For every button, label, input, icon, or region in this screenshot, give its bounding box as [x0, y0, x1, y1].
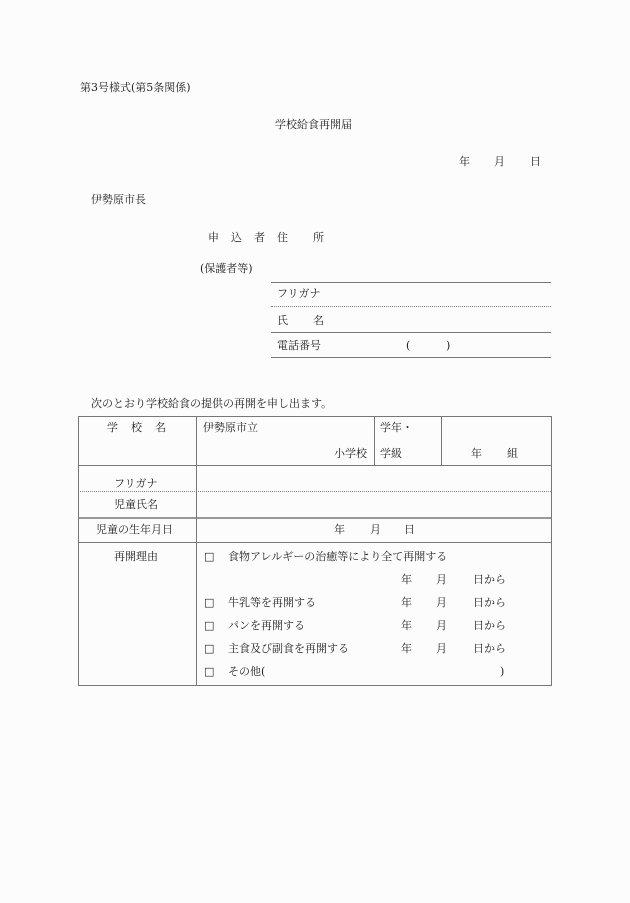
- row-divider: [78, 542, 551, 543]
- reason-month-field[interactable]: 月: [436, 642, 447, 655]
- dob-year-field[interactable]: 年: [334, 523, 345, 536]
- checkbox-icon[interactable]: □: [204, 619, 215, 632]
- reason-from-field[interactable]: 日から: [473, 642, 506, 655]
- other-reason-input[interactable]: [275, 662, 495, 680]
- table-border-top: [78, 416, 551, 417]
- dob-month-field[interactable]: 月: [370, 523, 381, 536]
- table-border-left: [78, 416, 79, 685]
- column-divider: [441, 416, 442, 465]
- child-name-input[interactable]: [200, 494, 548, 514]
- city-prefix: 伊勢原市立: [203, 421, 258, 434]
- divider: [271, 306, 551, 307]
- reason-month-field[interactable]: 月: [436, 573, 447, 586]
- reason-text: 食物アレルギーの治癒等により全て再開する: [228, 550, 448, 563]
- reason-text: 主食及び副食を再開する: [228, 642, 349, 655]
- phone-line[interactable]: [271, 357, 551, 358]
- form-number: 第3号様式(第5条関係): [80, 81, 191, 94]
- checkbox-icon[interactable]: □: [204, 596, 215, 609]
- reason-text: パンを再開する: [228, 619, 305, 632]
- reason-year-field[interactable]: 年: [401, 642, 412, 655]
- name-line[interactable]: [271, 332, 551, 333]
- dob-day-field[interactable]: 日: [404, 523, 415, 536]
- reason-text: 牛乳等を再開する: [228, 596, 316, 609]
- child-name-label: 児童氏名: [114, 498, 158, 511]
- checkbox-icon[interactable]: □: [204, 665, 215, 678]
- row-divider: [78, 517, 551, 519]
- reason-label: 再開理由: [114, 550, 158, 563]
- address-line[interactable]: [271, 282, 551, 283]
- phone-label: 電話番号: [277, 339, 321, 352]
- reason-month-field[interactable]: 月: [436, 619, 447, 632]
- intro-text: 次のとおり学校給食の提供の再開を申し出ます。: [91, 397, 333, 410]
- addressee: 伊勢原市長: [91, 193, 146, 206]
- reason-year-field[interactable]: 年: [401, 573, 412, 586]
- grade-class-field[interactable]: 組: [507, 447, 518, 460]
- reason-year-field[interactable]: 年: [401, 619, 412, 632]
- table-border-bottom: [78, 685, 552, 686]
- other-paren-close: ): [500, 665, 505, 678]
- class-label: 学級: [380, 447, 402, 460]
- school-suffix: 小学校: [334, 447, 367, 460]
- applicant-furigana-label: フリガナ: [277, 287, 321, 300]
- row-divider: [78, 465, 551, 466]
- date-year-field[interactable]: 年: [459, 155, 470, 168]
- row-divider-dotted: [78, 491, 551, 492]
- reason-year-field[interactable]: 年: [401, 596, 412, 609]
- reason-month-field[interactable]: 月: [436, 596, 447, 609]
- reason-from-field[interactable]: 日から: [473, 596, 506, 609]
- child-furigana-label: フリガナ: [114, 477, 158, 490]
- phone-paren-open: (: [406, 339, 411, 352]
- date-month-field[interactable]: 月: [494, 155, 505, 168]
- grade-label: 学年・: [380, 421, 413, 434]
- column-divider: [374, 416, 375, 465]
- date-day-field[interactable]: 日: [530, 155, 541, 168]
- column-divider: [196, 416, 197, 685]
- reason-from-field[interactable]: 日から: [473, 573, 506, 586]
- grade-year-field[interactable]: 年: [471, 447, 482, 460]
- guardian-label: (保護者等): [200, 262, 253, 275]
- reason-text: その他(: [228, 665, 266, 678]
- child-furigana-input[interactable]: [200, 469, 548, 489]
- phone-paren-close: ): [446, 339, 451, 352]
- checkbox-icon[interactable]: □: [204, 642, 215, 655]
- document-title: 学校給食再開届: [275, 118, 352, 131]
- checkbox-icon[interactable]: □: [204, 550, 215, 563]
- reason-from-field[interactable]: 日から: [473, 619, 506, 632]
- dob-label: 児童の生年月日: [96, 523, 173, 536]
- table-border-right: [551, 416, 552, 685]
